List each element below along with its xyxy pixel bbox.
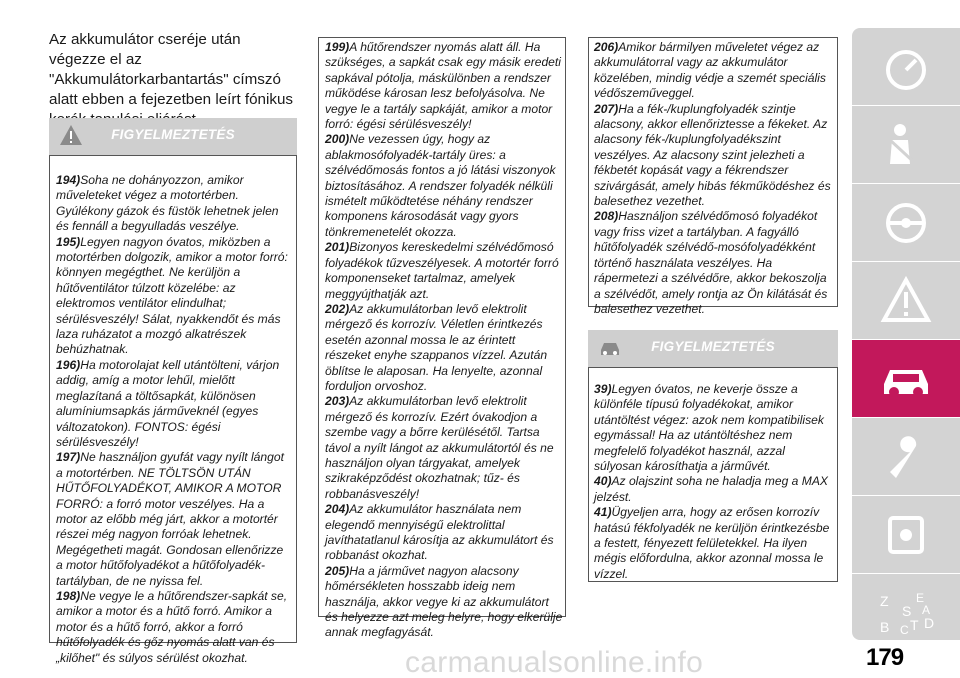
warning-item-text: Ha a fék-/kuplungfolyadék szintje alacsony, akkor ellenőriztesse a fékeket. Az alacsony fék-/kuplungfolyadékszint veszélyes. Az alacsony szint jelezheti a fékbetét kopását vagy a fékrendszer szivárgását, amely hibás fékműködéshez és balesethez vezethet. <box>594 101 831 209</box>
warning-list-col1 <box>56 173 292 666</box>
tab-multimedia[interactable] <box>852 496 960 574</box>
svg-text:B: B <box>880 619 890 635</box>
warning-list-col3 <box>594 40 834 317</box>
seatbelt-icon <box>876 120 936 170</box>
tab-emergency[interactable] <box>852 262 960 340</box>
warning-item-number: 204) <box>325 502 350 517</box>
warning-item-number: 40) <box>594 474 612 489</box>
warning-item-text: Bizonyos kereskedelmi szélvédőmosó folyadékok tűzveszélyesek. A motortér forró komponenseket tartalmaz, amelyek meggyújthatják azt. <box>325 240 559 301</box>
warning-item-number: 41) <box>594 505 612 520</box>
warning-item <box>56 589 292 666</box>
warning-item-number: 200) <box>325 132 350 147</box>
warning-item-text: A hűtőrendszer nyomás alatt áll. Ha szükséges, a sapkát csak egy másik eredeti sapkával pótolja, máskülönben a rendszer működése károsan lesz befolyásolva. Ne vegye le a tartály sapkáját, amikor a motor forró: égési sérülésveszély! <box>325 40 561 132</box>
intro-paragraph: Az akkumulátor cseréje után végezze el az "Akkumulátorkarbantartás" címszó alatt ebben a fejezetben leírt fónikus <box>49 31 294 108</box>
warning-item <box>594 102 834 210</box>
dashboard-gauge-icon <box>876 42 936 92</box>
warning-item <box>594 209 834 317</box>
warning-item <box>56 235 292 358</box>
tab-servicing-maintenance[interactable] <box>852 340 960 418</box>
warning-item-number: 206) <box>594 40 619 54</box>
steering-wheel-icon <box>876 198 936 248</box>
warning-item <box>325 502 563 564</box>
tab-technical-data[interactable] <box>852 418 960 496</box>
warning-item-number: 203) <box>325 394 350 409</box>
warning-item <box>325 394 563 502</box>
warning-item-text: Az akkumulátorban levő elektrolit mérgező és korrozív. Ezért óvakodjon a szembe vagy a bőrre kerülésétől. Tartsa távol a nyílt lángot az akkumulátortól és ne használjon olyan tárgyakat, amelyek szikraképződést okozhatnak; tűz- és robbanásveszély! <box>325 394 554 501</box>
warning-item-text: Legyen óvatos, ne keverje össze a különféle típusú folyadékokat, amikor utántöltést végez: azok nem kompatibilisek egymással! Ha az utántöltéshez nem megfelelő folyadékot használ, azzal súlyosan károsíthatja a járművét. <box>594 382 824 474</box>
wrench-icon <box>876 432 936 482</box>
warning-item <box>594 474 834 505</box>
warning-item-number: 208) <box>594 209 619 224</box>
warning-item-text: Ne használjon gyufát vagy nyílt lángot a motortérben. NE TÖLTSÖN UTÁN HŰTŐFOLYADÉKOT, AMIKOR A MOTOR FORRÓ: a forró motor veszélyes. Ha a motor az előbb még járt, akkor a motortér részei még nagyon forróak lehetnek. Megégetheti magát. Gondosan ellenőrizze a motor hűtőfolyadékot a hűtőfolyadék-tartályban, de ne nyissa fel. <box>56 450 284 588</box>
warning-item-number: 201) <box>325 240 350 255</box>
page-number: 179 <box>866 644 904 671</box>
warning-item-text: Ha a járművet nagyon alacsony hőmérsékleten hosszabb ideig nem használja, akkor vegye ki az akkumulátort és helyezze azt meleg helyre, hogy elkerülje annak megfagyását. <box>325 563 563 640</box>
warning-header-2 <box>588 330 838 367</box>
svg-text:T: T <box>910 617 919 633</box>
warning-item <box>594 382 834 474</box>
warning-item-text: Ne vegye le a hűtőrendszer-sapkát se, amikor a motor és a hűtő forró. Amikor a motor és a hűtő forró, akkor a forró hűtőfolyadék és gőz nyomás alatt van és „kilőhet" és súlyos sérülést okozhat. <box>56 588 288 665</box>
warning-header-1 <box>49 118 297 155</box>
warning-item-text: Ne vezessen úgy, hogy az ablakmosófolyadék-tartály üres: a szélvédőmosás fontos a jó látási viszonyok biztosításához. A rendszer folyadék nélküli ismételt működtetése néhány rendszer komponens károsodását vagy gyors tönkremenetelét okozza. <box>325 132 556 239</box>
warning-item-number: 195) <box>56 234 81 249</box>
warning-item-text: Az akkumulátorban levő elektrolit mérgező és korrozív. Véletlen érintkezés esetén azonnal mossa le az érintett részeket enyhe szappanos vízzel. Azután öblítse le alaposan. Ha lenyelte, azonnal forduljon orvoshoz. <box>325 301 548 393</box>
multimedia-icon <box>876 510 936 560</box>
warning-item-text: Soha ne dohányozzon, amikor műveleteket végez a motortérben. Gyúlékony gázok és füstök lehetnek jelen és fennáll a begyulladás veszélye. <box>56 173 279 234</box>
watermark: carmanualsonline.info <box>405 646 704 678</box>
warning-item-number: 199) <box>325 40 350 54</box>
warning-item <box>325 302 563 394</box>
tab-starting-driving[interactable] <box>852 184 960 262</box>
svg-text:S: S <box>902 603 912 619</box>
warning-item <box>56 450 292 589</box>
warning-item-text: Amikor bármilyen műveletet végez az akkumulátorral vagy az akkumulátor közelében, mindig védje a szemét speciális védőszeműveggel. <box>594 40 826 101</box>
warning-item-text: Az akkumulátor használata nem elegendő mennyiségű elektrolittal javíthatatlanul károsítja az akkumulátort és robbanást okozhat. <box>325 502 554 563</box>
warning-item-number: 205) <box>325 563 350 578</box>
svg-text:A: A <box>922 603 931 617</box>
warning-item <box>594 505 834 582</box>
warning-list-col4 <box>594 382 834 582</box>
car-service-icon <box>876 354 936 404</box>
warning-item-number: 194) <box>56 173 81 187</box>
svg-text:E: E <box>916 591 925 605</box>
warning-item-text: Legyen nagyon óvatos, miközben a motortérben dolgozik, amikor a motor forró: könnyen megégthet. Ne kerüljön a hűtőventilátor túlzott közelébe: az elektromos ventilátor elindulhat; sérülésveszély! Sálat, nyakkendőt és más laza ruházatot a mozgó alkatrészek behúzhatnak. <box>56 234 288 357</box>
warning-item-number: 207) <box>594 101 619 116</box>
warning-item-text: Ha motorolajat kell utántölteni, várjon addig, amíg a motor lehűl, mielőtt meglazítaná a töltősapkát, különösen alumíniumsapkás járműveknél (egyes változatokon). FONTOS: égési sérülésveszély! <box>56 357 280 449</box>
warning-item-text: Használjon szélvédőmosó folyadékot vagy friss vizet a tartályban. A fagyálló hűtőfolyadék szélvédő-mosófolyadékként történő használata veszélyes. Ha rápermetezi a szélvédőre, akkor bekoszolja a szélvédőt, amely rontja az Ön kilátását és balesethez vezethet. <box>594 209 828 316</box>
warning-item-number: 202) <box>325 301 350 316</box>
warning-triangle-icon <box>876 276 936 326</box>
warning-item <box>594 40 834 102</box>
warning-item <box>56 173 292 235</box>
warning-item <box>56 358 292 450</box>
warning-title-1: FIGYELMEZTETÉS <box>111 127 235 142</box>
warning-item-number: 196) <box>56 357 81 372</box>
warning-item <box>325 132 563 240</box>
svg-text:Z: Z <box>880 593 889 609</box>
warning-title-2: FIGYELMEZTETÉS <box>651 339 775 354</box>
warning-item-number: 198) <box>56 588 81 603</box>
warning-item <box>325 564 563 641</box>
warning-list-col2 <box>325 40 563 641</box>
warning-item <box>325 40 563 132</box>
warning-item-number: 39) <box>594 382 612 396</box>
svg-text:D: D <box>924 615 935 631</box>
warning-item-text: Az olajszint soha ne haladja meg a MAX jelzést. <box>594 474 828 504</box>
chapter-sidebar <box>852 28 960 640</box>
tab-safety[interactable] <box>852 106 960 184</box>
warning-item-text: Ügyeljen arra, hogy az erősen korrozív hatású fékfolyadék ne kerüljön érintkezésbe a festett, fényezett felületekkel. Ha ilyen mégis előfordulna, akkor azonnal mossa le vízzel. <box>594 505 830 581</box>
svg-text:C: C <box>900 623 909 637</box>
tab-index[interactable] <box>852 574 960 652</box>
alphabet-index-icon <box>876 588 936 638</box>
tab-dashboard[interactable] <box>852 28 960 106</box>
warning-item <box>325 240 563 302</box>
warning-item-number: 197) <box>56 450 81 465</box>
